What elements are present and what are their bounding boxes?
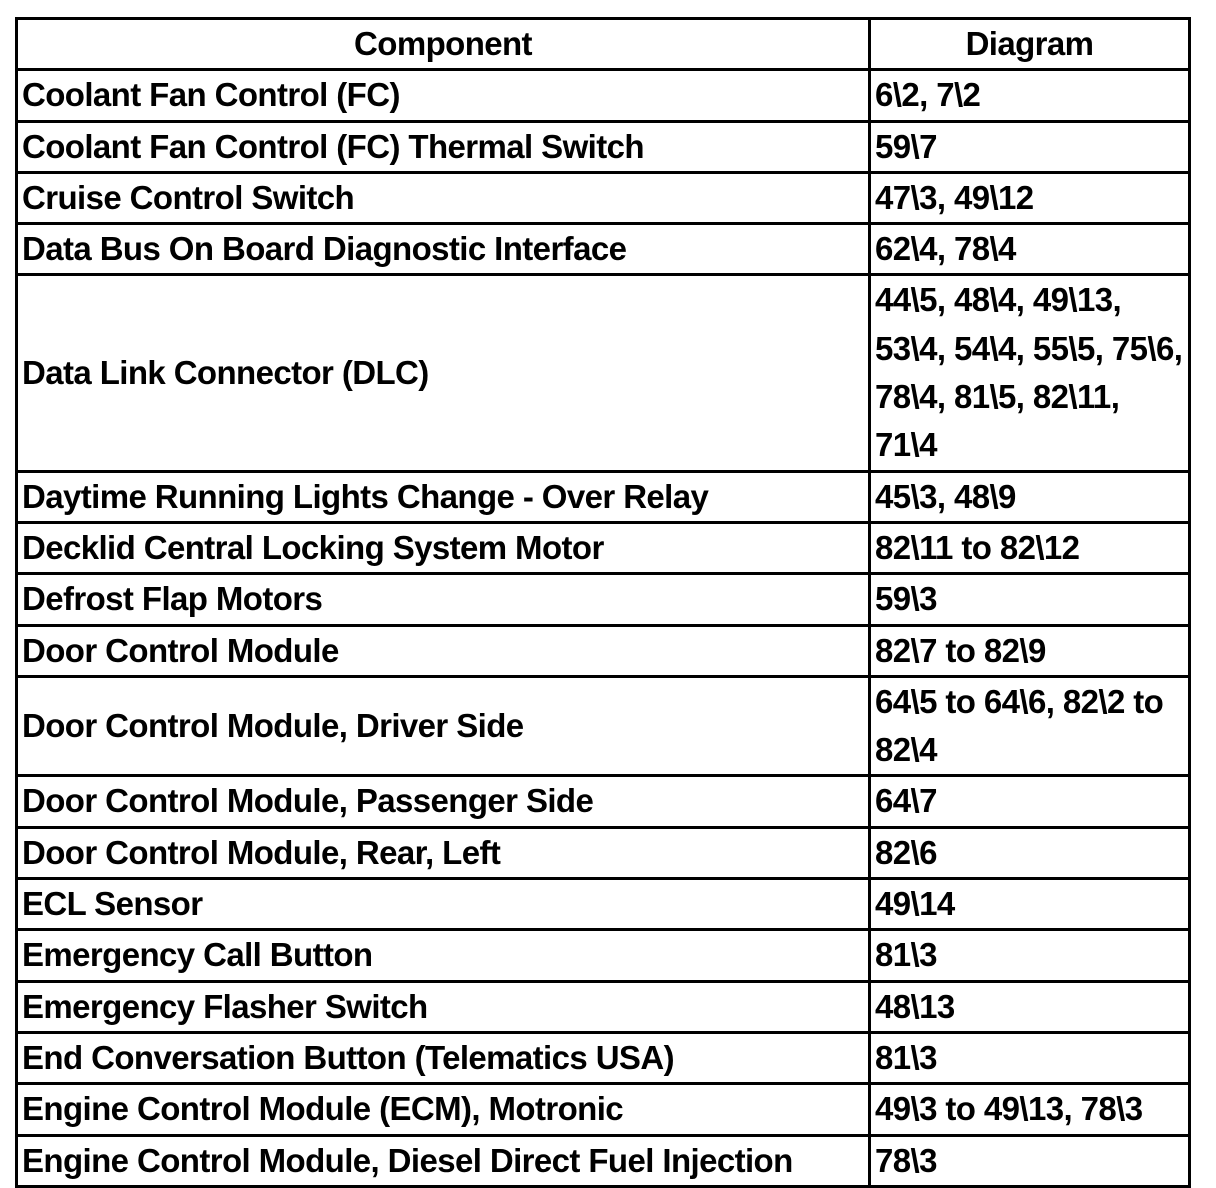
- diagram-cell: 81\3: [870, 930, 1190, 981]
- component-cell: Daytime Running Lights Change - Over Relay: [17, 471, 870, 522]
- table-row: [17, 275, 1190, 471]
- diagram-cell: 44\5, 48\4, 49\13, 53\4, 54\4, 55\5, 75\6, 78\4, 81\5, 82\11, 71\4: [870, 275, 1190, 471]
- table-row: [17, 70, 1190, 121]
- component-cell: ECL Sensor: [17, 879, 870, 930]
- component-cell: Door Control Module, Rear, Left: [17, 827, 870, 878]
- component-cell: Coolant Fan Control (FC) Thermal Switch: [17, 121, 870, 172]
- table-header-row: [17, 19, 1190, 70]
- diagram-cell: 81\3: [870, 1032, 1190, 1083]
- component-cell: Decklid Central Locking System Motor: [17, 522, 870, 573]
- table-row: [17, 172, 1190, 223]
- table-row: [17, 471, 1190, 522]
- diagram-cell: 59\7: [870, 121, 1190, 172]
- table-row: [17, 776, 1190, 827]
- diagram-column-header: Diagram: [870, 19, 1190, 70]
- diagram-cell: 78\3: [870, 1135, 1190, 1186]
- table-row: [17, 1084, 1190, 1135]
- diagram-cell: 62\4, 78\4: [870, 224, 1190, 275]
- table-row: [17, 981, 1190, 1032]
- diagram-cell: 6\2, 7\2: [870, 70, 1190, 121]
- component-cell: Emergency Call Button: [17, 930, 870, 981]
- table-row: [17, 879, 1190, 930]
- diagram-cell: 82\6: [870, 827, 1190, 878]
- diagram-cell: 48\13: [870, 981, 1190, 1032]
- component-diagram-table: [15, 17, 1191, 1188]
- table-row: [17, 224, 1190, 275]
- table-row: [17, 625, 1190, 676]
- diagram-cell: 49\3 to 49\13, 78\3: [870, 1084, 1190, 1135]
- diagram-cell: 64\5 to 64\6, 82\2 to 82\4: [870, 676, 1190, 776]
- component-cell: Engine Control Module (ECM), Motronic: [17, 1084, 870, 1135]
- table-row: [17, 827, 1190, 878]
- diagram-cell: 64\7: [870, 776, 1190, 827]
- component-cell: Door Control Module: [17, 625, 870, 676]
- component-diagram-table-container: [15, 17, 1188, 1188]
- diagram-cell: 59\3: [870, 574, 1190, 625]
- component-cell: Data Link Connector (DLC): [17, 275, 870, 471]
- component-cell: Cruise Control Switch: [17, 172, 870, 223]
- table-row: [17, 930, 1190, 981]
- table-row: [17, 1135, 1190, 1186]
- component-cell: Data Bus On Board Diagnostic Interface: [17, 224, 870, 275]
- component-cell: Door Control Module, Passenger Side: [17, 776, 870, 827]
- diagram-cell: 82\11 to 82\12: [870, 522, 1190, 573]
- diagram-cell: 45\3, 48\9: [870, 471, 1190, 522]
- component-column-header: Component: [17, 19, 870, 70]
- table-row: [17, 522, 1190, 573]
- component-cell: Engine Control Module, Diesel Direct Fuel Injection: [17, 1135, 870, 1186]
- table-row: [17, 676, 1190, 776]
- table-row: [17, 121, 1190, 172]
- component-cell: Door Control Module, Driver Side: [17, 676, 870, 776]
- component-cell: Defrost Flap Motors: [17, 574, 870, 625]
- diagram-cell: 49\14: [870, 879, 1190, 930]
- component-cell: End Conversation Button (Telematics USA): [17, 1032, 870, 1083]
- diagram-cell: 47\3, 49\12: [870, 172, 1190, 223]
- table-row: [17, 574, 1190, 625]
- diagram-cell: 82\7 to 82\9: [870, 625, 1190, 676]
- component-cell: Coolant Fan Control (FC): [17, 70, 870, 121]
- table-row: [17, 1032, 1190, 1083]
- component-cell: Emergency Flasher Switch: [17, 981, 870, 1032]
